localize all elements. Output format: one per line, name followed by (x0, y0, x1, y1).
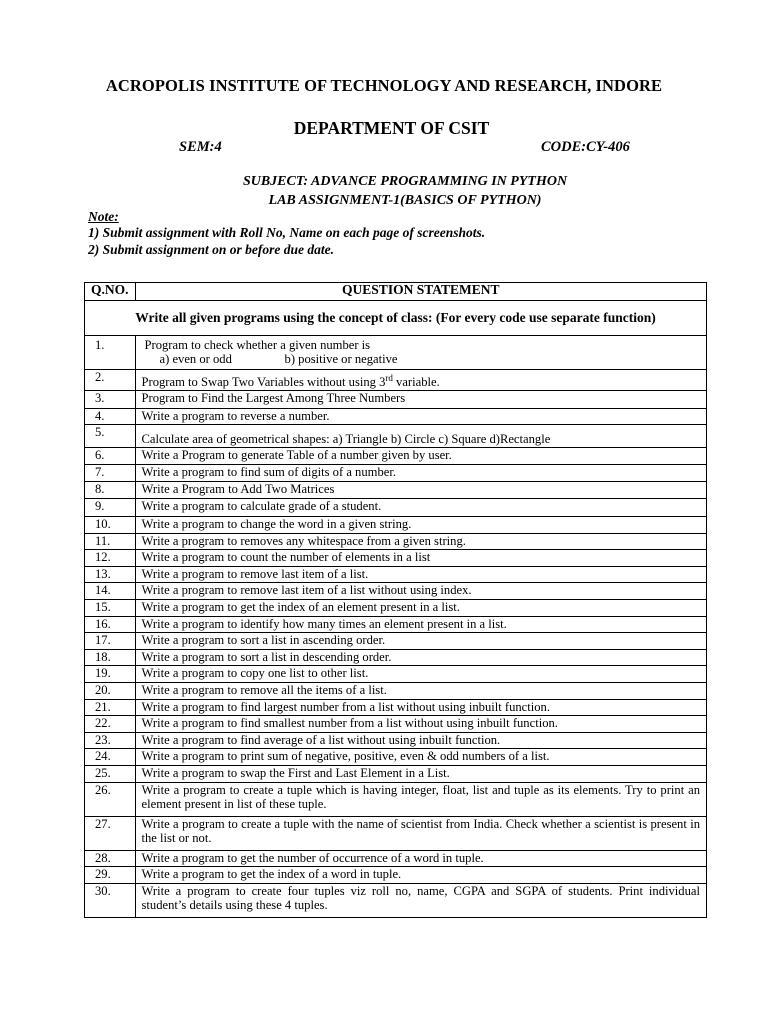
question-number: 12. (85, 550, 136, 567)
table-row (85, 391, 707, 409)
table-row (85, 409, 707, 425)
lab-assignment-title: LAB ASSIGNMENT-1(BASICS OF PYTHON) (268, 193, 542, 208)
table-row (85, 749, 707, 766)
question-text: Program to check whether a given number is (144, 338, 371, 352)
question-statement: Write a program to change the word in a given string. (135, 517, 706, 534)
table-row (85, 566, 707, 583)
question-statement: Write a program to find sum of digits of a number. (135, 465, 706, 482)
question-number: 4. (85, 409, 136, 425)
question-statement: Write a program to removes any whitespace from a given string. (135, 533, 706, 550)
question-statement: Write a program to create a tuple with the name of scientist from India. Check whether a scientist is present in the list or not. (135, 816, 706, 850)
question-statement: Write a program to remove last item of a list. (135, 566, 706, 583)
question-number: 15. (85, 599, 136, 616)
question-number: 27. (85, 816, 136, 850)
table-row (85, 533, 707, 550)
question-statement: Write a program to find smallest number from a list without using inbuilt function. (135, 716, 706, 733)
question-number: 16. (85, 616, 136, 633)
question-number: 18. (85, 649, 136, 666)
question-statement: Write a program to reverse a number. (135, 409, 706, 425)
table-row (85, 465, 707, 482)
table-row (85, 583, 707, 600)
option-b: b) positive or negative (284, 352, 398, 366)
question-options (142, 352, 700, 366)
table-row (85, 425, 707, 448)
instruction-row (85, 301, 707, 336)
question-number: 6. (85, 448, 136, 465)
question-text-part: variable. (392, 375, 440, 389)
question-number: 13. (85, 566, 136, 583)
question-number: 11. (85, 533, 136, 550)
table-row (85, 649, 707, 666)
question-statement: Write a program to find largest number from a list without using inbuilt function. (135, 699, 706, 716)
question-statement: Program to Find the Largest Among Three Numbers (135, 391, 706, 409)
question-statement: Write a program to print sum of negative, positive, even & odd numbers of a list. (135, 749, 706, 766)
question-number: 17. (85, 633, 136, 650)
question-number: 20. (85, 682, 136, 699)
question-statement: Write a program to remove all the items of a list. (135, 682, 706, 699)
note-line-1: 1) Submit assignment with Roll No, Name on each page of screenshots. (88, 225, 486, 240)
table-row (85, 599, 707, 616)
question-statement: Calculate area of geometrical shapes: a) Triangle b) Circle c) Square d)Rectangle (135, 425, 706, 448)
question-number: 26. (85, 782, 136, 816)
table-row (85, 482, 707, 499)
table-row (85, 633, 707, 650)
question-statement: Write a program to calculate grade of a student. (135, 499, 706, 517)
table-row (85, 716, 707, 733)
table-row (85, 499, 707, 517)
question-number: 21. (85, 699, 136, 716)
question-number: 5. (85, 425, 136, 448)
table-row (85, 883, 707, 917)
table-row (85, 550, 707, 567)
question-statement: Write a Program to Add Two Matrices (135, 482, 706, 499)
subject-title: SUBJECT: ADVANCE PROGRAMMING IN PYTHON (242, 174, 568, 189)
table-header-row (85, 283, 707, 301)
instruction-text: Write all given programs using the concept of class: (For every code use separate function) (85, 301, 707, 336)
superscript: rd (385, 372, 393, 383)
question-number: 1. (85, 336, 136, 370)
question-statement: Write a program to get the number of occurrence of a word in tuple. (135, 850, 706, 867)
questions-table (84, 282, 707, 918)
table-row (85, 682, 707, 699)
question-number: 14. (85, 583, 136, 600)
course-code-label: CODE:CY-406 (541, 139, 630, 155)
table-row (85, 616, 707, 633)
question-number: 30. (85, 883, 136, 917)
table-row (85, 765, 707, 782)
table-row (85, 816, 707, 850)
question-statement: Write a program to count the number of elements in a list (135, 550, 706, 567)
note-title: Note: (88, 209, 119, 224)
table-row (85, 666, 707, 683)
question-statement: Write a program to get the index of a word in tuple. (135, 867, 706, 884)
question-statement: Write a program to remove last item of a list without using index. (135, 583, 706, 600)
table-row (85, 732, 707, 749)
column-header-statement: QUESTION STATEMENT (135, 283, 706, 301)
question-number: 2. (85, 370, 136, 391)
question-number: 3. (85, 391, 136, 409)
table-row (85, 850, 707, 867)
table-row (85, 370, 707, 391)
semester-label: SEM:4 (179, 139, 222, 155)
question-statement: Write a program to create a tuple which is having integer, float, list and tuple as its elements. Try to print an element present in list of these tuple. (135, 782, 706, 816)
question-statement: Write a Program to generate Table of a number given by user. (135, 448, 706, 465)
option-a: a) even or odd (159, 352, 232, 366)
question-statement: Write a program to sort a list in descending order. (135, 649, 706, 666)
question-statement: Write a program to find average of a list without using inbuilt function. (135, 732, 706, 749)
question-number: 8. (85, 482, 136, 499)
question-text-part: Program to Swap Two Variables without using 3 (141, 375, 386, 389)
question-number: 25. (85, 765, 136, 782)
question-number: 10. (85, 517, 136, 534)
question-number: 7. (85, 465, 136, 482)
note-line-2: 2) Submit assignment on or before due date. (88, 242, 335, 257)
table-row (85, 699, 707, 716)
table-row (85, 448, 707, 465)
question-number: 19. (85, 666, 136, 683)
question-number: 22. (85, 716, 136, 733)
table-row (85, 336, 707, 370)
table-row (85, 782, 707, 816)
question-statement: Write a program to sort a list in ascending order. (135, 633, 706, 650)
question-number: 9. (85, 499, 136, 517)
department-title: DEPARTMENT OF CSIT (293, 118, 490, 138)
question-number: 23. (85, 732, 136, 749)
question-number: 24. (85, 749, 136, 766)
question-number: 28. (85, 850, 136, 867)
question-statement: Write a program to create four tuples viz roll no, name, CGPA and SGPA of students. Print individual student’s details using these 4 tuples. (135, 883, 706, 917)
question-statement: Write a program to swap the First and Last Element in a List. (135, 765, 706, 782)
table-row (85, 517, 707, 534)
institute-title: ACROPOLIS INSTITUTE OF TECHNOLOGY AND RESEARCH, INDORE (105, 76, 663, 95)
question-statement (135, 336, 706, 370)
question-statement (135, 370, 706, 391)
question-number: 29. (85, 867, 136, 884)
table-row (85, 867, 707, 884)
column-header-qno: Q.NO. (85, 283, 136, 301)
question-statement: Write a program to get the index of an element present in a list. (135, 599, 706, 616)
question-statement: Write a program to copy one list to other list. (135, 666, 706, 683)
question-statement: Write a program to identify how many times an element present in a list. (135, 616, 706, 633)
